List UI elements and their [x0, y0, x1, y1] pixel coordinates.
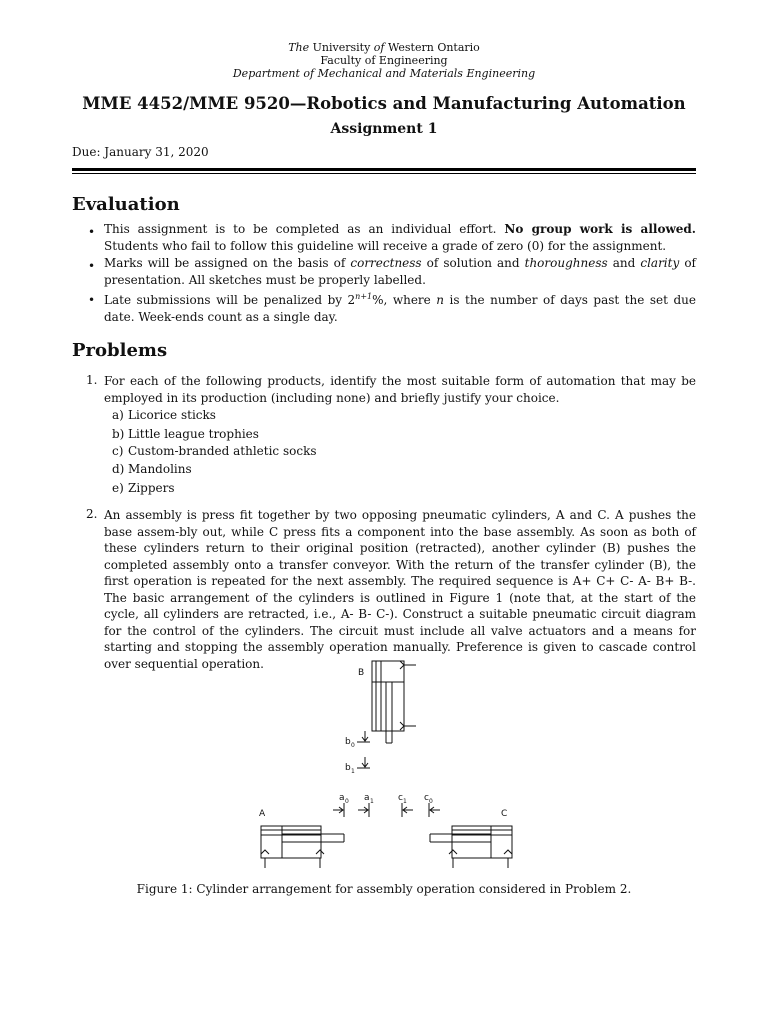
header-western-ontario: Western Ontario [387, 41, 480, 54]
label-b1-sub: 1 [351, 768, 355, 775]
course-title: MME 4452/MME 9520—Robotics and Manufacturing Automation [82, 94, 686, 113]
sensor-c1 [402, 803, 413, 817]
label-c0-sub: 0 [429, 798, 433, 805]
due-date: Due: January 31, 2020 [72, 145, 209, 159]
problem-2-text: An assembly is press fit together by two opposing pneumatic cylinders, A and C. A pushes the base assem-bly out, while C press fits a component into the base assembly. As soon as both of these cylinders return to their original position (retracted), another cylinder (B) pushes the completed assembly onto a transfer conveyor. With the return of the transfer cylinder (B), the first operation is repeated for the next assembly. The required sequence is A+ C+ C- A- B+ B-. The basic arrangement of the cylinders is outlined in Figure 1 (note that, at the start of the cycle, all cylinders are retracted, i.e., A- B- C-). Construct a suitable pneumatic circuit diagram for the control of the cylinders. The circuit must include all valve actuators and a means for starting and stopping the assembly operation manually. Preference is given to cascade control over sequential operation. [104, 508, 696, 671]
header-the: The [288, 41, 310, 54]
problem-1-subitem: e) Zippers [112, 481, 175, 495]
evaluation-heading: Evaluation [72, 194, 180, 215]
problems-heading: Problems [72, 340, 168, 361]
problem-1-text: For each of the following products, identify the most suitable form of automation that may be employed in its production (including none) and briefly justify your choice. [104, 374, 696, 405]
evaluation-bullet-2: Marks will be assigned on the basis of correctness of solution and thoroughness and clarity of presentation. All sketches must be properly labelled. [104, 256, 696, 287]
problem-1-subitem: b) Little league trophies [112, 427, 259, 441]
header-university: University [312, 41, 371, 54]
sensor-b0 [357, 731, 370, 742]
label-b: B [358, 668, 365, 678]
label-b1: b [345, 763, 351, 773]
label-a1-sub: 1 [370, 798, 374, 805]
label-a1: a [364, 793, 370, 803]
header-of: of [373, 41, 385, 54]
label-a: A [259, 809, 266, 819]
problem-1-number: 1. [86, 373, 98, 387]
evaluation-bullet-3: Late submissions will be penalized by $2^{n+1}\%$, where n is the number of days past the set due date. Week-ends count as a single day. [104, 292, 696, 324]
sensor-a0 [333, 803, 344, 817]
problem-1-subitem: a) Licorice sticks [112, 408, 216, 422]
sensor-a1 [358, 803, 369, 817]
problem-2-number: 2. [86, 507, 98, 521]
department-line: Department of Mechanical and Materials Engineering [232, 67, 536, 80]
cylinder-c [430, 826, 512, 868]
bullet-dot: • [88, 293, 96, 307]
problem-1-subitem: d) Mandolins [112, 462, 192, 476]
label-c: C [501, 809, 508, 819]
evaluation-bullet-1: This assignment is to be completed as an individual effort. No group work is allowed. Students who fail to follow this guideline will receive a grade of zero (0) for the assignment. [104, 222, 696, 253]
figure-caption: Figure 1: Cylinder arrangement for assembly operation considered in Problem 2. [136, 882, 632, 896]
no-group-work-bold: No group work is allowed. [504, 222, 696, 236]
sensor-b1 [357, 757, 370, 768]
cylinder-a [261, 826, 344, 868]
problem-1-subitem: c) Custom-branded athletic socks [112, 444, 317, 458]
bullet-dot: • [88, 225, 96, 239]
label-c0: c [424, 793, 429, 803]
assignment-title: Assignment 1 [330, 121, 438, 137]
label-c1-sub: 1 [403, 798, 407, 805]
label-c1: c [398, 793, 403, 803]
label-a0-sub: 0 [345, 798, 349, 805]
label-b0: b [345, 737, 351, 747]
label-a0: a [339, 793, 345, 803]
bullet-dot: • [88, 259, 96, 273]
faculty-line: Faculty of Engineering [320, 54, 448, 67]
cylinder-b [372, 661, 416, 743]
sensor-c0 [429, 803, 440, 817]
label-b0-sub: 0 [351, 742, 355, 749]
